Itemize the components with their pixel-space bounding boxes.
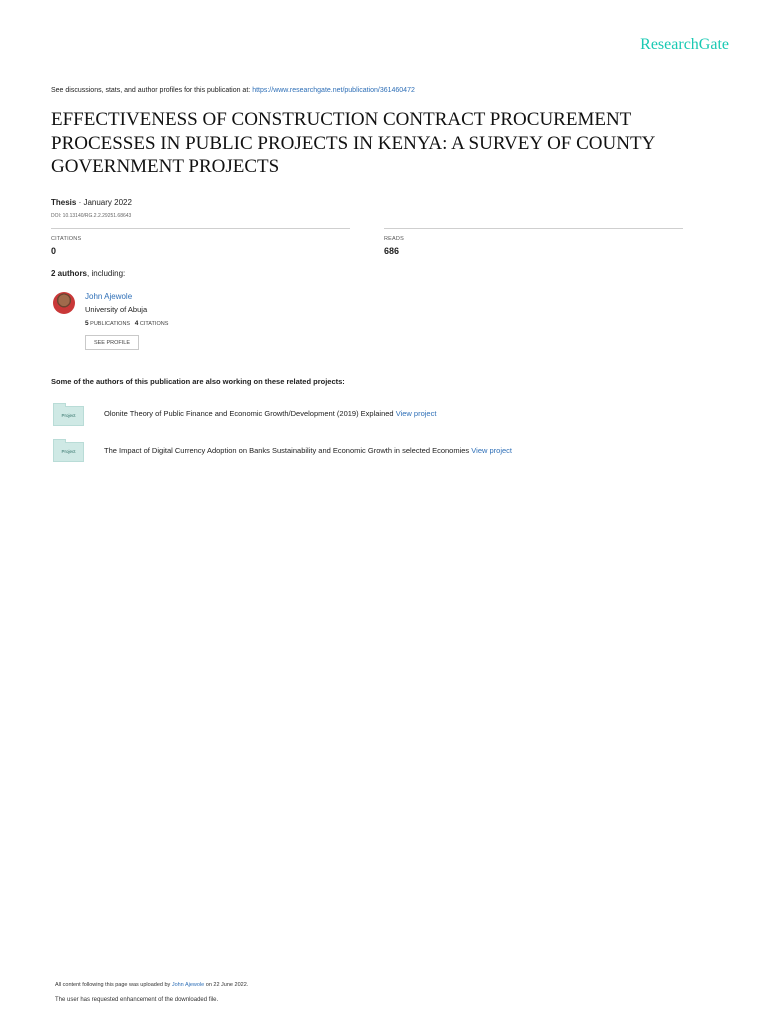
upload-suffix: on 22 June 2022. bbox=[205, 982, 249, 988]
publication-date: · January 2022 bbox=[76, 198, 132, 207]
publication-type: Thesis bbox=[51, 198, 77, 207]
project-folder-icon[interactable]: Project bbox=[53, 442, 84, 462]
related-project-item bbox=[104, 409, 436, 418]
project-folder-icon[interactable]: Project bbox=[53, 406, 84, 426]
discussion-line bbox=[51, 87, 415, 94]
citations-divider bbox=[51, 228, 350, 229]
authors-heading bbox=[51, 269, 125, 278]
reads-divider bbox=[384, 228, 683, 229]
publication-url-link[interactable]: https://www.researchgate.net/publication/361460472 bbox=[252, 87, 415, 94]
reads-label: READS bbox=[384, 236, 404, 242]
author-affiliation: University of Abuja bbox=[85, 305, 148, 314]
see-profile-button[interactable]: SEE PROFILE bbox=[85, 335, 139, 350]
reads-value: 686 bbox=[384, 246, 400, 256]
view-project-link[interactable]: View project bbox=[471, 446, 512, 455]
author-publications-count: 5 bbox=[85, 320, 89, 327]
discussion-prefix: See discussions, stats, and author profiles for this publication at: bbox=[51, 87, 251, 94]
authors-including: , including: bbox=[87, 269, 126, 278]
author-avatar[interactable] bbox=[53, 292, 75, 314]
researchgate-logo[interactable]: ResearchGate bbox=[640, 36, 729, 53]
related-project-item bbox=[104, 446, 512, 455]
enhancement-note: The user has requested enhancement of the downloaded file. bbox=[55, 997, 219, 1003]
citations-value: 0 bbox=[51, 246, 57, 256]
project-title: Olonite Theory of Public Finance and Economic Growth/Development (2019) Explained bbox=[104, 409, 394, 418]
author-counts bbox=[85, 320, 168, 327]
project-title: The Impact of Digital Currency Adoption on Banks Sustainability and Economic Growth in selected Economies bbox=[104, 446, 470, 455]
publication-doi: DOI: 10.13140/RG.2.2.29251.68643 bbox=[51, 213, 132, 219]
citations-label: CITATIONS bbox=[51, 236, 82, 242]
related-projects-heading: Some of the authors of this publication are also working on these related projects: bbox=[51, 377, 345, 386]
view-project-link[interactable]: View project bbox=[395, 409, 437, 418]
publication-title: EFFECTIVENESS OF CONSTRUCTION CONTRACT PROCUREMENT PROCESSES IN PUBLIC PROJECTS IN KENYA: A SURVEY OF COUNTY GOVERNMENT PROJECTS bbox=[51, 109, 655, 177]
publication-meta bbox=[51, 198, 132, 207]
uploader-link[interactable]: John Ajewole bbox=[171, 982, 205, 988]
author-publications-label: PUBLICATIONS bbox=[90, 321, 131, 327]
authors-count: 2 authors bbox=[51, 269, 88, 278]
upload-prefix: All content following this page was uploaded by bbox=[55, 982, 171, 988]
author-citations-count: 4 bbox=[134, 320, 139, 327]
upload-note bbox=[55, 982, 248, 988]
author-name-link[interactable]: John Ajewole bbox=[85, 292, 133, 301]
author-citations-label: CITATIONS bbox=[139, 321, 169, 327]
